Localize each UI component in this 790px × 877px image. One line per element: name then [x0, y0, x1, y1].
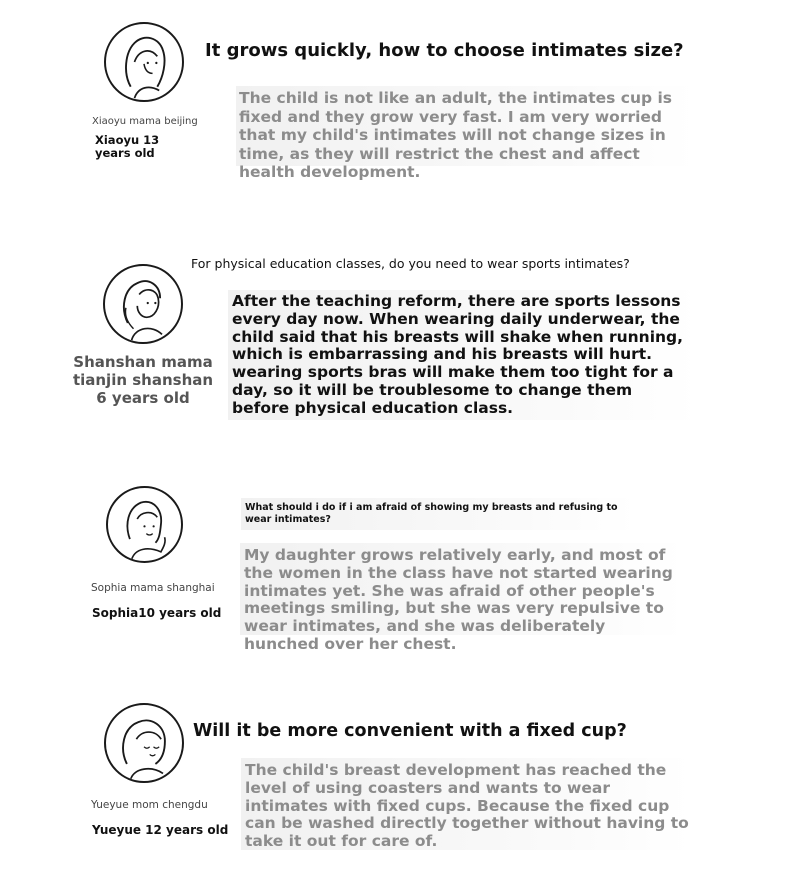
woman-portrait-icon	[108, 488, 181, 561]
woman-portrait-icon	[105, 266, 181, 342]
question-heading: What should i do if i am afraid of showing my breasts and refusing to wear intimates?	[245, 502, 618, 525]
author-name: Sophia mama shanghai	[91, 582, 215, 594]
avatar	[104, 22, 184, 102]
avatar	[104, 703, 184, 783]
child-age: 6 years old	[96, 389, 190, 407]
avatar	[106, 486, 183, 563]
question-heading: For physical education classes, do you need to wear sports intimates?	[191, 256, 630, 271]
author-name: Yueyue mom chengdu	[91, 799, 208, 811]
woman-portrait-icon	[106, 705, 182, 781]
child-age: Xiaoyu 13 years old	[95, 133, 160, 160]
answer-text: After the teaching reform, there are sports lessons every day now. When wearing daily underwear, the child said that his breasts will shake when running, which is embarrassing and his breasts will hurt. wearing sports bras will make them too tight for a day, so it will be troublesome to change them before physical education class.	[232, 292, 684, 417]
woman-portrait-icon	[106, 24, 182, 100]
avatar	[103, 264, 183, 344]
answer-text: The child is not like an adult, the intimates cup is fixed and they grow very fast. I am very worried that my child's intimates will not change sizes in time, as they will restrict the chest and affect health development.	[239, 89, 673, 181]
author-name: Xiaoyu mama beijing	[92, 116, 198, 127]
question-heading: Will it be more convenient with a fixed cup?	[193, 721, 627, 741]
answer-text: My daughter grows relatively early, and most of the women in the class have not started wearing intimates yet. She was afraid of other people's meetings smiling, but she was very repulsive to wear intimates, and she was deliberately hunched over her chest.	[244, 546, 673, 653]
question-heading: It grows quickly, how to choose intimates size?	[205, 40, 684, 61]
child-age: Sophia10 years old	[92, 606, 222, 620]
author-name: Shanshan mama tianjin shanshan	[72, 353, 214, 389]
child-age: Yueyue 12 years old	[92, 823, 229, 837]
answer-text: The child's breast development has reached the level of using coasters and wants to wear intimates with fixed cups. Because the fixed cup can be washed directly together without having to take it out for care of.	[245, 761, 689, 851]
